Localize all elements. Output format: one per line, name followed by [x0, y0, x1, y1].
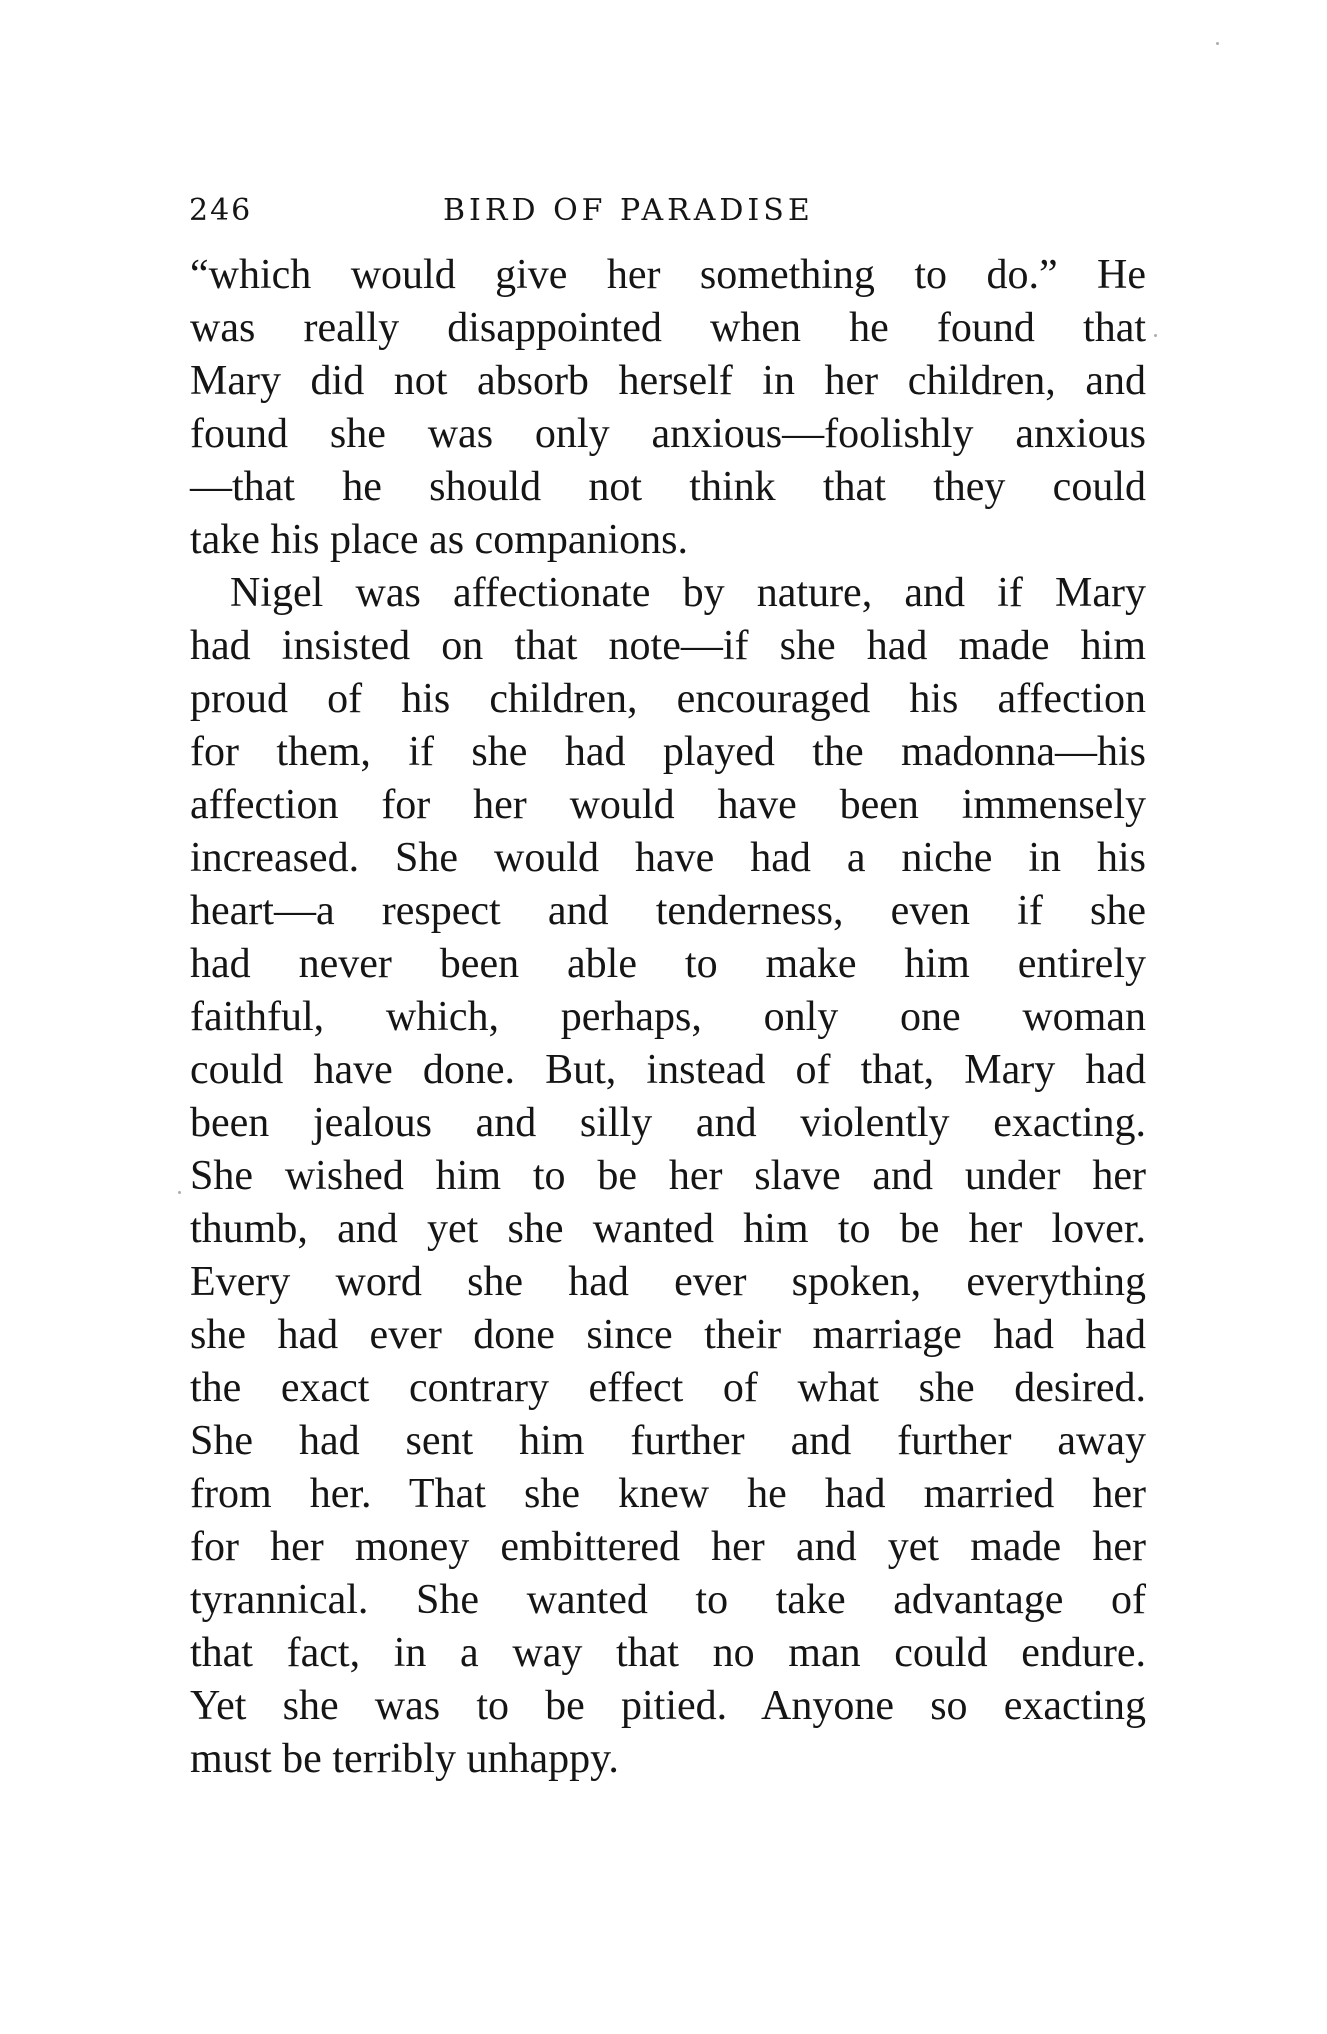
text-line: tyrannical. She wanted to take advantage of — [190, 1577, 1146, 1623]
text-line: had insisted on that note—if she had made him — [190, 623, 1146, 669]
text-line: been jealous and silly and violently exacting. — [190, 1100, 1146, 1146]
text-line: from her. That she knew he had married her — [190, 1471, 1146, 1517]
running-head — [189, 193, 1149, 237]
text-line: affection for her would have been immensely — [190, 782, 1146, 828]
running-title: BIRD OF PARADISE — [443, 193, 814, 228]
paper-speck — [1216, 42, 1219, 45]
body-text — [190, 249, 1146, 1786]
text-line: that fact, in a way that no man could endure. — [190, 1630, 1146, 1676]
text-line: could have done. But, instead of that, Mary had — [190, 1047, 1146, 1093]
text-line: She had sent him further and further away — [190, 1418, 1146, 1464]
text-line: She wished him to be her slave and under her — [190, 1153, 1146, 1199]
text-line: increased. She would have had a niche in his — [190, 835, 1146, 881]
text-line: had never been able to make him entirely — [190, 941, 1146, 987]
text-line: was really disappointed when he found that — [190, 305, 1146, 351]
text-line: Yet she was to be pitied. Anyone so exacting — [190, 1683, 1146, 1729]
text-line: Mary did not absorb herself in her children, and — [190, 358, 1146, 404]
paper-speck — [1154, 334, 1157, 337]
text-line: thumb, and yet she wanted him to be her lover. — [190, 1206, 1146, 1252]
text-line: heart—a respect and tenderness, even if she — [190, 888, 1146, 934]
text-line: proud of his children, encouraged his affection — [190, 676, 1146, 722]
page-number: 246 — [189, 193, 253, 228]
paragraph-start-line: Nigel was affectionate by nature, and if Mary — [230, 570, 1146, 616]
text-line: Every word she had ever spoken, everything — [190, 1259, 1146, 1305]
text-line: found she was only anxious—foolishly anxious — [190, 411, 1146, 457]
text-line: faithful, which, perhaps, only one woman — [190, 994, 1146, 1040]
text-line: for them, if she had played the madonna—his — [190, 729, 1146, 775]
paper-speck — [178, 1191, 181, 1194]
text-line: she had ever done since their marriage had had — [190, 1312, 1146, 1358]
paragraph-end-line: must be terribly unhappy. — [190, 1736, 619, 1782]
text-line: the exact contrary effect of what she desired. — [190, 1365, 1146, 1411]
text-line: “which would give her something to do.” He — [190, 252, 1146, 298]
paragraph-end-line: take his place as companions. — [190, 517, 689, 563]
text-line: for her money embittered her and yet made her — [190, 1524, 1146, 1570]
text-line: —that he should not think that they could — [190, 464, 1146, 510]
